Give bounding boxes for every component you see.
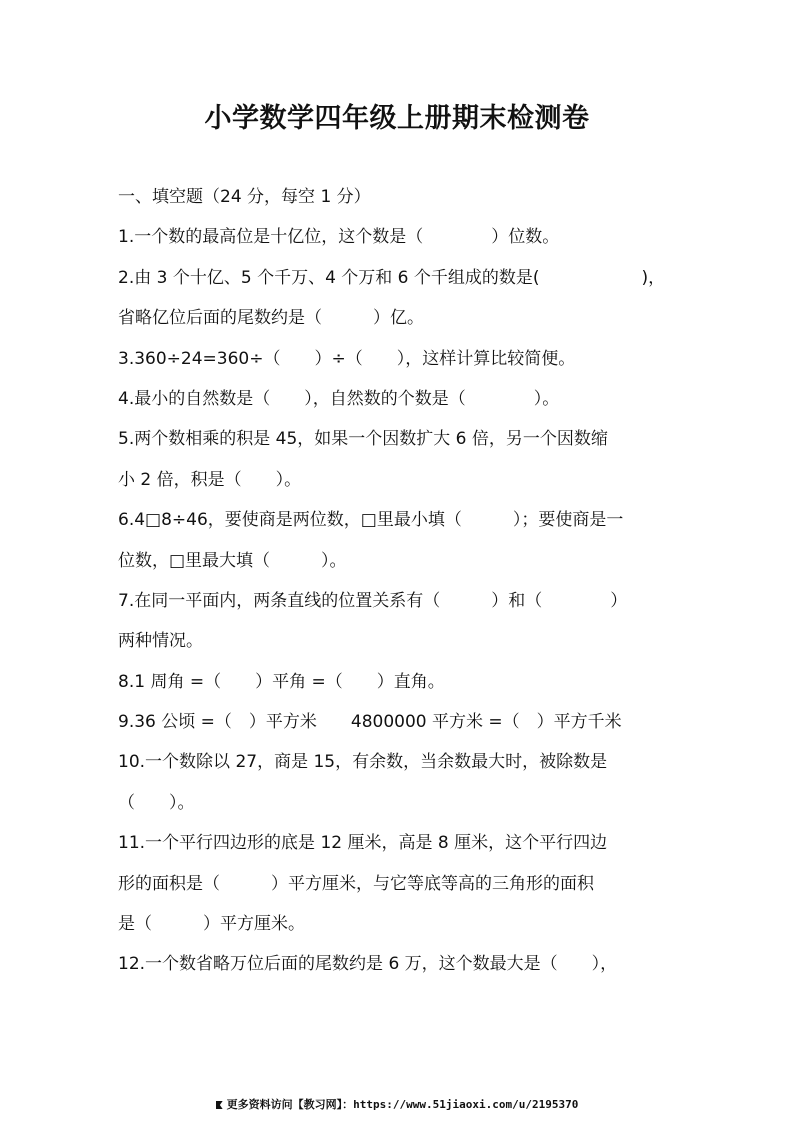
question-line: 10.一个数除以 27，商是 15，有余数，当余数最大时，被除数是 [118, 752, 608, 773]
question-line: 9.36 公顷 =（ ）平方米 4800000 平方米 =（ ）平方千米 [118, 712, 622, 733]
question-line: 12.一个数省略万位后面的尾数约是 6 万，这个数最大是（ ）， [118, 954, 618, 975]
question-line: （ ）。 [118, 792, 195, 813]
question-line: 3.360÷24=360÷（ ）÷（ ），这样计算比较简便。 [118, 348, 576, 369]
question-list [118, 177, 678, 985]
question-line: 6.4□8÷46，要使商是两位数，□里最小填（ ）；要使商是一 [118, 510, 624, 531]
footer-text[interactable]: 更多资料访问【教习网】：https://www.51jiaoxi.com/u/2195370 [226, 1098, 579, 1111]
section-heading: 一、填空题（24 分，每空 1 分） [118, 187, 371, 207]
question-line: 小 2 倍，积是（ ）。 [118, 469, 302, 490]
question-line: 省略亿位后面的尾数约是（ ）亿。 [118, 308, 424, 329]
footer-link[interactable] [0, 1096, 794, 1112]
question-line: 两种情况。 [118, 631, 203, 652]
question-line: 位数，□里最大填（ ）。 [118, 550, 347, 571]
question-line: 11.一个平行四边形的底是 12 厘米，高是 8 厘米，这个平行四边 [118, 833, 608, 854]
question-line: 8.1 周角 =（ ）平角 =（ ）直角。 [118, 671, 445, 692]
question-line: 形的面积是（ ）平方厘米，与它等底等高的三角形的面积 [118, 873, 594, 894]
question-line: 1.一个数的最高位是十亿位，这个数是（ ）位数。 [118, 227, 560, 248]
flag-icon [216, 1101, 223, 1109]
question-line: 是（ ）平方厘米。 [118, 914, 305, 935]
page-title: 小学数学四年级上册期末检测卷 [204, 103, 590, 134]
question-line: 4.最小的自然数是（ ），自然数的个数是（ ）。 [118, 388, 560, 409]
question-line: 7.在同一平面内，两条直线的位置关系有（ ）和（ ） [118, 590, 628, 611]
question-line: 2.由 3 个十亿、5 个千万、4 个万和 6 个千组成的数是( )， [118, 267, 666, 288]
question-line: 5.两个数相乘的积是 45，如果一个因数扩大 6 倍，另一个因数缩 [118, 429, 608, 450]
